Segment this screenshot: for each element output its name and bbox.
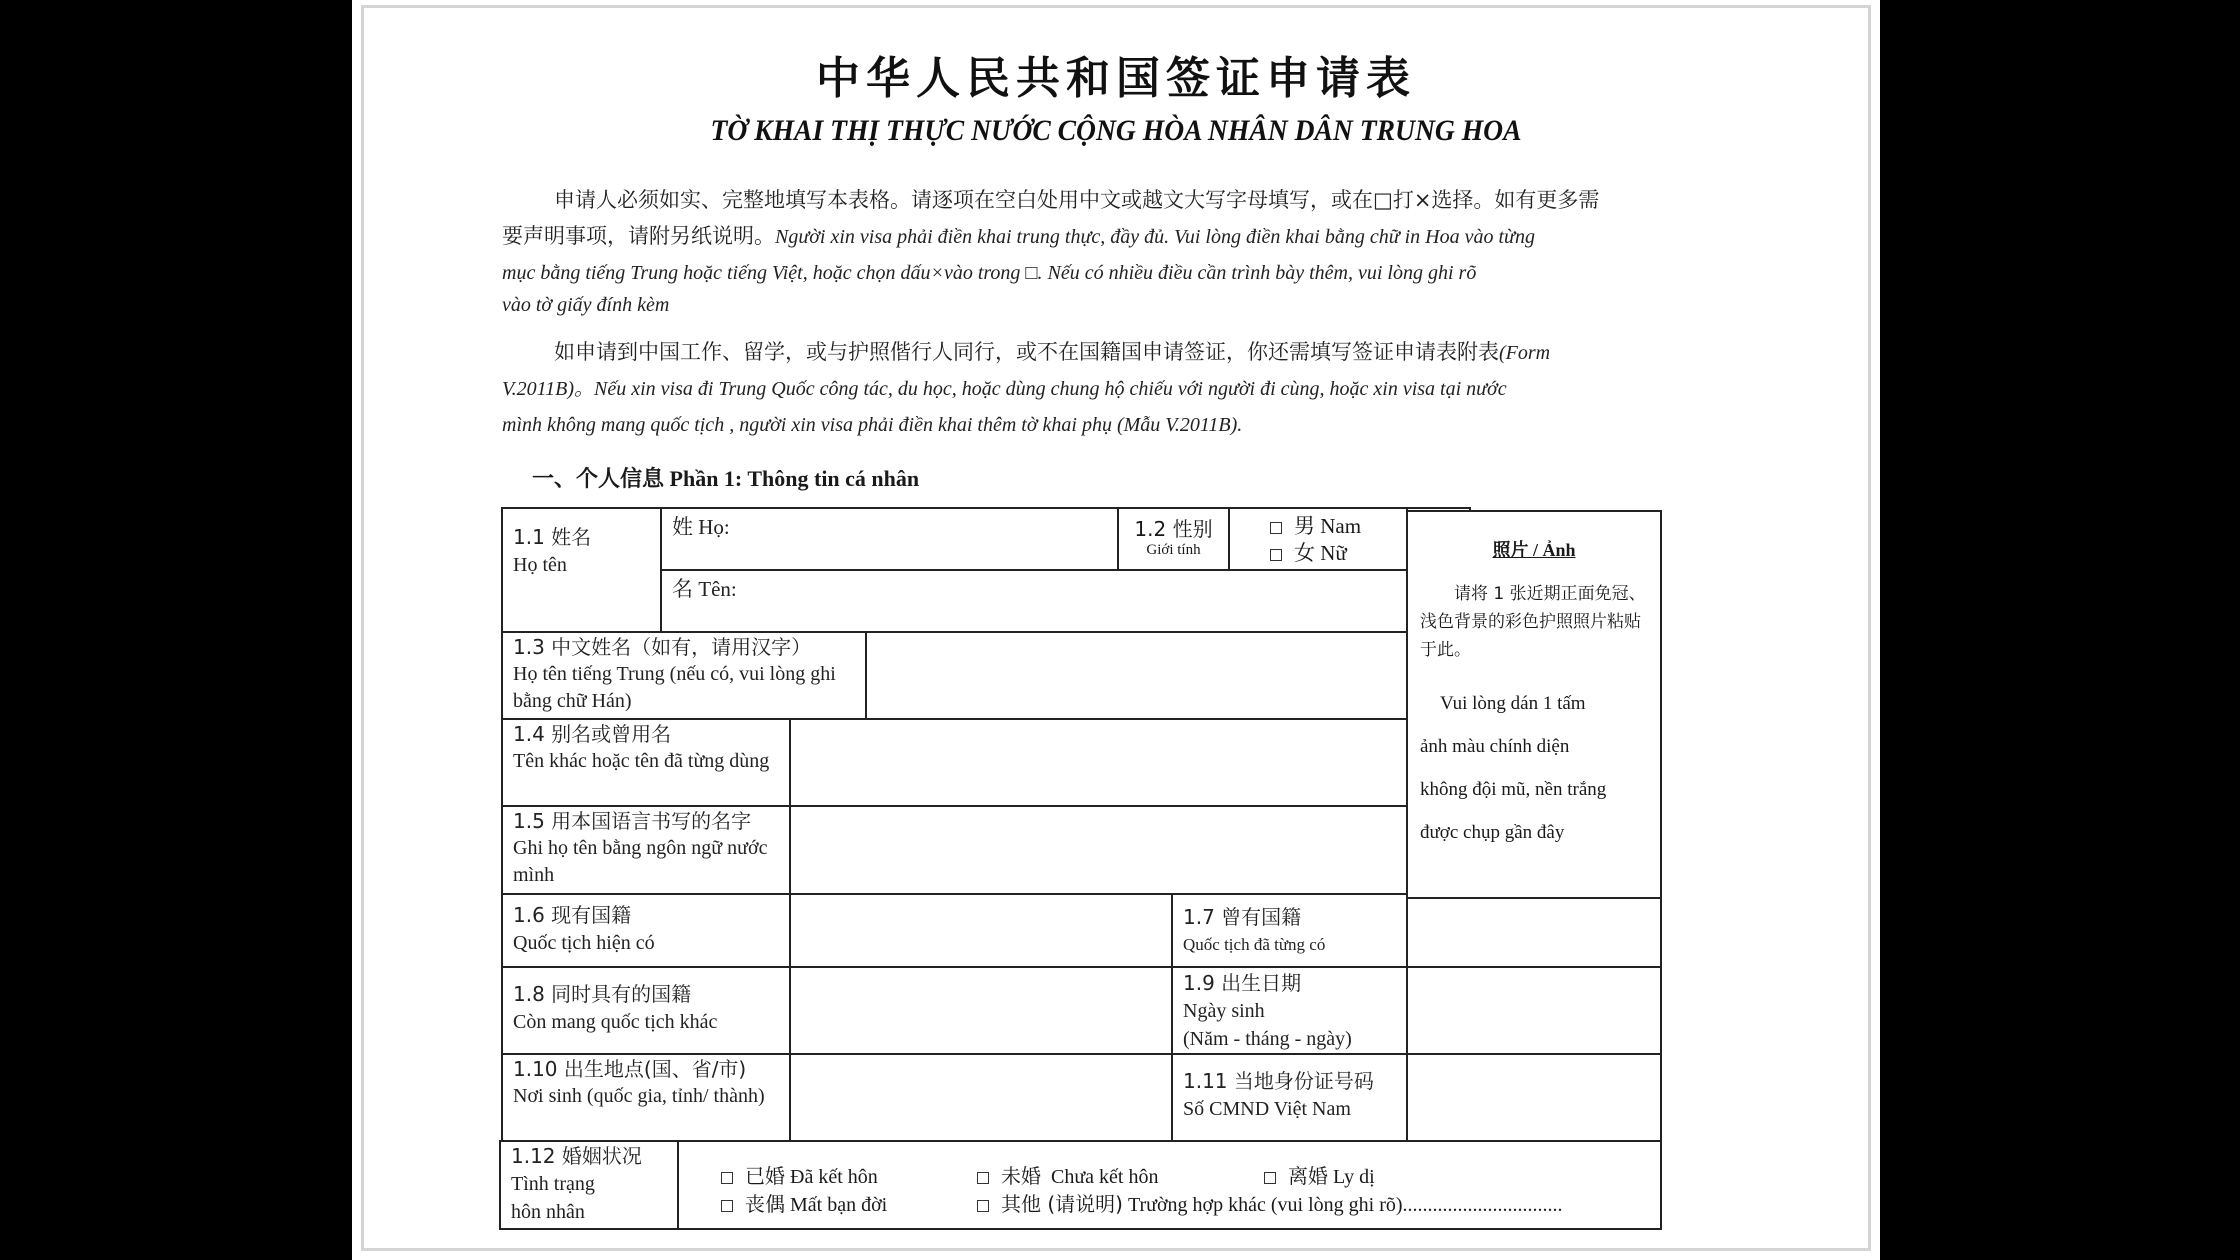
label-1-2-gender bbox=[1117, 507, 1230, 571]
photo-vi-line: không đội mũ, nền trắng bbox=[1420, 779, 1607, 800]
section-heading-vi: Phần 1: Thông tin cá nhân bbox=[669, 466, 920, 491]
checkbox-male[interactable] bbox=[1270, 522, 1282, 534]
label-1-10-vi: Nơi sinh (quốc gia, tỉnh/ thành) bbox=[513, 1085, 765, 1107]
label-1-9-format: (Năm - tháng - ngày) bbox=[1183, 1028, 1352, 1050]
label-1-7 bbox=[1171, 893, 1408, 968]
label-1-3-zh: 1.3 中文姓名（如有，请用汉字） bbox=[513, 635, 812, 659]
label-1-8-zh: 1.8 同时具有的国籍 bbox=[513, 982, 692, 1006]
label-1-4-vi: Tên khác hoặc tên đã từng dùng bbox=[513, 750, 770, 772]
photo-box bbox=[1406, 510, 1662, 899]
checkbox-divorced[interactable] bbox=[1264, 1172, 1276, 1184]
section-heading bbox=[532, 462, 919, 493]
intro2-zh-line1: 如申请到中国工作、留学，或与护照偕行人同行，或不在国籍国申请签证，你还需填写签证申请表附表 bbox=[554, 340, 1499, 364]
label-1-11-vi: Số CMND Việt Nam bbox=[1183, 1098, 1351, 1120]
checkbox-female[interactable] bbox=[1270, 549, 1282, 561]
section-heading-zh: 一、个人信息 bbox=[532, 467, 665, 492]
label-1-10 bbox=[501, 1053, 791, 1142]
photo-instructions-zh: 请将 1 张近期正面免冠、浅色背景的彩色护照照片粘贴于此。 bbox=[1420, 584, 1646, 660]
label-1-12-vi1: Tình trạng bbox=[511, 1173, 595, 1195]
gender-female-label: 女 Nữ bbox=[1294, 541, 1347, 565]
intro1-vi-line2: Người xin visa phải điền khai trung thực, đầy đủ. Vui lòng điền khai bằng chữ in Hoa vào từng bbox=[775, 226, 1535, 248]
label-1-5-zh: 1.5 用本国语言书写的名字 bbox=[513, 809, 752, 833]
gender-male-label: 男 Nam bbox=[1294, 514, 1362, 538]
option-vi: Đã kết hôn bbox=[790, 1166, 878, 1188]
label-1-11-zh: 1.11 当地身份证号码 bbox=[1183, 1069, 1374, 1093]
option-zh: 离婚 bbox=[1288, 1164, 1328, 1188]
label-1-1-zh: 1.1 姓名 bbox=[513, 525, 592, 549]
label-1-1-vi: Họ tên bbox=[513, 554, 567, 576]
birth-date-field[interactable] bbox=[1406, 966, 1662, 1055]
intro1-zh-line1: 申请人必须如实、完整地填写本表格。请逐项在空白处用中文或越文大写字母填写，或在□打×选择。如有更多需 bbox=[554, 188, 1600, 212]
form-title-vietnamese: TỜ KHAI THỊ THỰC NƯỚC CỘNG HÒA NHÂN DÂN TRUNG HOA bbox=[710, 114, 1522, 147]
surname-label: 姓 Họ: bbox=[672, 515, 730, 539]
label-1-3 bbox=[501, 631, 867, 720]
label-1-6 bbox=[501, 893, 791, 968]
photo-vi-line: được chụp gần đây bbox=[1420, 822, 1565, 843]
form-title-chinese: 中华人民共和国签证申请表 bbox=[816, 53, 1416, 104]
marital-status-options bbox=[677, 1140, 1662, 1230]
label-1-9-zh: 1.9 出生日期 bbox=[1183, 971, 1302, 995]
photo-title: 照片 / Ảnh bbox=[1492, 540, 1576, 560]
option-vi: Mất bạn đời bbox=[790, 1194, 888, 1216]
label-1-2-vi: Giới tính bbox=[1146, 542, 1201, 558]
chinese-name-field[interactable] bbox=[865, 631, 1408, 720]
label-1-7-vi: Quốc tịch đã từng có bbox=[1183, 935, 1326, 954]
given-name-label: 名 Tên: bbox=[672, 577, 737, 601]
intro2-vi-tail: (Form bbox=[1499, 342, 1551, 364]
label-1-8-vi: Còn mang quốc tịch khác bbox=[513, 1011, 718, 1033]
label-1-9-vi: Ngày sinh bbox=[1183, 1000, 1265, 1022]
intro-paragraph-1 bbox=[502, 182, 1772, 319]
option-zh: 未婚 bbox=[1001, 1164, 1041, 1188]
label-1-12-zh: 1.12 婚姻状况 bbox=[511, 1144, 642, 1168]
checkbox-married[interactable] bbox=[721, 1172, 733, 1184]
label-1-5-vi: Ghi họ tên bằng ngôn ngữ nước mình bbox=[513, 837, 768, 886]
checkbox-widowed[interactable] bbox=[721, 1200, 733, 1212]
id-number-field[interactable] bbox=[1406, 1053, 1662, 1142]
option-zh: 丧偶 bbox=[745, 1192, 785, 1216]
label-1-4-zh: 1.4 别名或曾用名 bbox=[513, 722, 672, 746]
option-vi: Chưa kết hôn bbox=[1051, 1166, 1159, 1188]
native-language-name-field[interactable] bbox=[789, 805, 1408, 895]
label-1-4 bbox=[501, 718, 791, 807]
label-1-11 bbox=[1171, 1053, 1408, 1142]
label-1-7-zh: 1.7 曾有国籍 bbox=[1183, 905, 1302, 929]
intro2-vi-line3: mình không mang quốc tịch , người xin visa phải điền khai thêm tờ khai phụ (Mẫu V.2011B). bbox=[502, 414, 1243, 436]
label-1-8 bbox=[501, 966, 791, 1055]
birth-place-field[interactable] bbox=[789, 1053, 1173, 1142]
label-1-3-vi: Họ tên tiếng Trung (nếu có, vui lòng ghi bằng chữ Hán) bbox=[513, 663, 836, 712]
photo-vi-line: ảnh màu chính diện bbox=[1420, 736, 1570, 757]
intro1-zh-line2: 要声明事项，请附另纸说明。 bbox=[502, 224, 775, 248]
label-1-5 bbox=[501, 805, 791, 895]
gender-option-female[interactable] bbox=[1270, 540, 1406, 567]
label-1-6-zh: 1.6 现有国籍 bbox=[513, 903, 632, 927]
option-vi: Trường hợp khác (vui lòng ghi rõ)................................ bbox=[1127, 1194, 1563, 1216]
intro1-vi-line4: vào tờ giấy đính kèm bbox=[502, 294, 670, 316]
label-1-12 bbox=[499, 1140, 679, 1230]
label-1-6-vi: Quốc tịch hiện có bbox=[513, 932, 655, 954]
photo-instructions-vi bbox=[1408, 682, 1660, 854]
alias-name-field[interactable] bbox=[789, 718, 1408, 807]
marital-option-widowed[interactable] bbox=[721, 1188, 887, 1217]
marital-option-other[interactable] bbox=[977, 1188, 1563, 1217]
marital-option-single[interactable] bbox=[977, 1160, 1159, 1189]
intro1-vi-line3: mục bằng tiếng Trung hoặc tiếng Việt, hoặc chọn dấu×vào trong □. Nếu có nhiều điều cần trình bày thêm, vui lòng ghi rõ bbox=[502, 262, 1477, 284]
intro-paragraph-2 bbox=[502, 334, 1772, 443]
label-1-1-name bbox=[501, 507, 662, 633]
option-zh: 其他 (请说明) bbox=[1001, 1192, 1123, 1216]
marital-option-married[interactable] bbox=[721, 1160, 878, 1189]
former-nationality-field[interactable] bbox=[1406, 897, 1662, 968]
option-zh: 已婚 bbox=[745, 1164, 785, 1188]
document-page bbox=[352, 0, 1880, 1260]
intro2-vi-line2: V.2011B)。Nếu xin visa đi Trung Quốc công tác, du học, hoặc dùng chung hộ chiếu với người đi cùng, hoặc xin visa tại nước bbox=[502, 378, 1507, 400]
label-1-9 bbox=[1171, 966, 1408, 1055]
current-nationality-field[interactable] bbox=[789, 893, 1173, 968]
option-vi: Ly dị bbox=[1333, 1166, 1375, 1188]
gender-option-male[interactable] bbox=[1270, 513, 1406, 540]
label-1-10-zh: 1.10 出生地点(国、省/市) bbox=[513, 1057, 747, 1081]
gender-options bbox=[1228, 507, 1408, 571]
photo-vi-line: Vui lòng dán 1 tấm bbox=[1440, 693, 1586, 714]
given-name-field[interactable] bbox=[660, 569, 1408, 633]
label-1-12-vi2: hôn nhân bbox=[511, 1201, 585, 1223]
checkbox-other[interactable] bbox=[977, 1200, 989, 1212]
other-nationality-field[interactable] bbox=[789, 966, 1173, 1055]
label-1-2-zh: 1.2 性别 bbox=[1134, 517, 1213, 541]
checkbox-single[interactable] bbox=[977, 1172, 989, 1184]
marital-option-divorced[interactable] bbox=[1264, 1160, 1375, 1189]
